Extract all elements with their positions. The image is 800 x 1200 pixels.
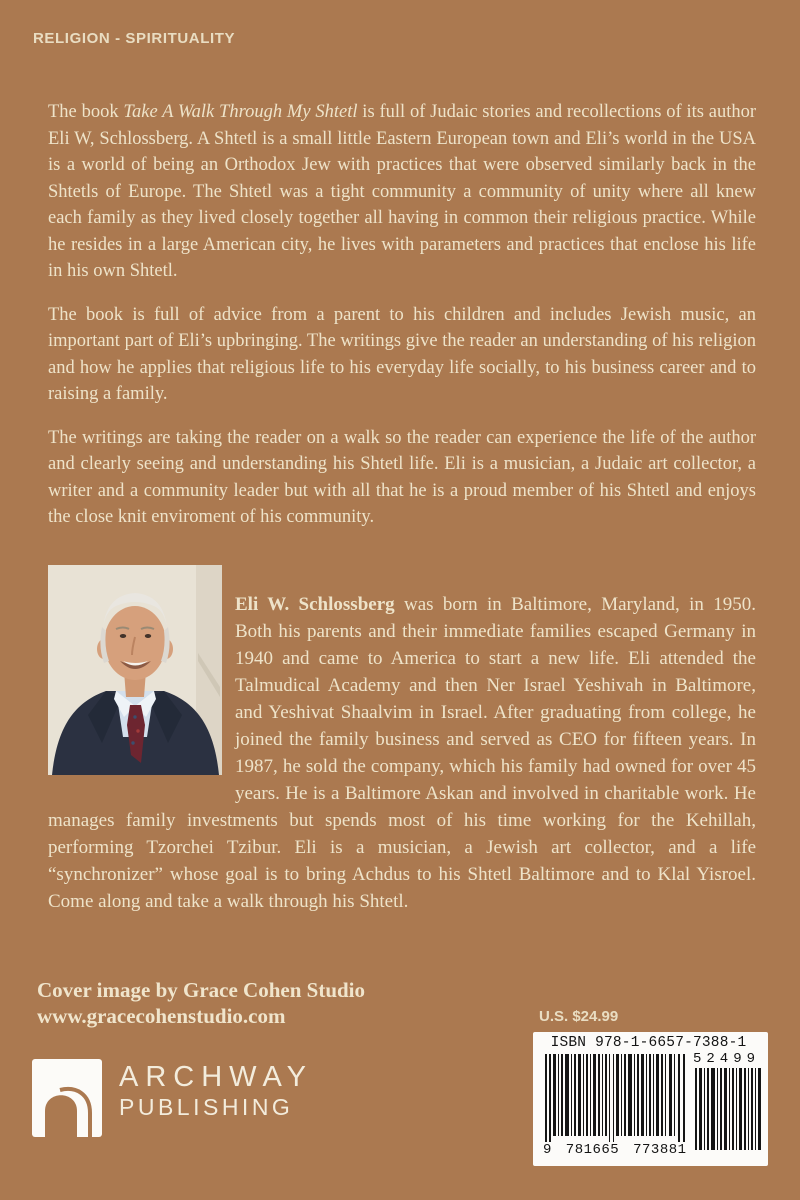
addon-barcode-icon	[695, 1068, 761, 1150]
price-label: U.S. $24.99	[539, 1008, 619, 1025]
synopsis-paragraph-2: The book is full of advice from a parent to his children and includes Jewish music, an important part of Eli’s upbringing. The writings give the reader an understanding of his religion and how he applies that religious life to his everyday life socially, to his business career and to raising a family.	[48, 304, 756, 404]
synopsis-section	[48, 99, 756, 548]
ean-digits: 9 781665 773881	[543, 1142, 687, 1158]
author-photo	[48, 565, 222, 775]
cover-credit-url: www.gracecohenstudio.com	[37, 1004, 286, 1028]
synopsis-paragraph-1	[48, 99, 756, 285]
cover-credit	[37, 977, 365, 1029]
isbn-text: ISBN 978-1-6657-7388-1	[550, 1035, 747, 1051]
barcode-addon-digits: 52499	[692, 1051, 760, 1067]
archway-arch-icon	[32, 1059, 102, 1137]
author-name: Eli W. Schlossberg	[235, 594, 395, 615]
publisher-name-line2: PUBLISHING	[119, 1094, 294, 1120]
barcode-panel	[533, 1032, 768, 1166]
synopsis-p1-rest: is full of Judaic stories and recollections of its author Eli W, Schlossberg. A Shtetl is a small little Eastern European town and Eli’s world in the USA is a world of being an Orthodox Jew with practices that were observed similarly back in the Shtetls of Europe. The Shtetl was a tight community a community of unity where all knew each family as they lived closely together all having in common their religious practice. While he resides in a large American city, he lives with parameters and practices that enclose his life in his own Shtetl.	[48, 102, 756, 281]
synopsis-p1-prefix: The book	[48, 102, 124, 122]
book-title-italic: Take A Walk Through My Shtetl	[123, 102, 358, 122]
publisher-name-line1: ARCHWAY	[119, 1061, 313, 1093]
ean13-barcode-icon	[545, 1054, 687, 1142]
publisher-name	[119, 1061, 439, 1121]
synopsis-paragraph-3: The writings are taking the reader on a walk so the reader can experience the life of the author and clearly seeing and understanding his Shtetl life. Eli is a musician, a Judaic art collector, a writer and a community leader but with all that he is a proud member of his Shtetl and enjoys the close knit enviroment of his community.	[48, 427, 756, 527]
author-bio-section	[48, 565, 756, 915]
author-portrait-illustration	[48, 565, 222, 775]
cover-credit-line1: Cover image by Grace Cohen Studio	[37, 978, 366, 1002]
category-label: RELIGION - SPIRITUALITY	[33, 30, 236, 47]
bio-text: was born in Baltimore, Maryland, in 1950. Both his parents and their immediate families escaped Germany in 1940 and came to America to start a new life. Eli attended the Talmudical Academy and then Ner Israel Yeshivah in Baltimore, and Yeshivat Shaalvim in Israel. After graduating from college, he joined the family business and served as CEO for fifteen years. In 1987, he sold the company, which his family had owned for over 45 years. He is a Baltimore Askan and involved in charitable work. He manages family investments but spends most of his time working for the Kehillah, performing Tzorchei Tzibur. Eli is a musician, a Jewish art collector, and a life “synchronizer” whose goal is to bring Achdus to his Shtetl Baltimore and to Klal Yisroel. Come along and take a walk through his Shtetl.	[48, 594, 757, 912]
